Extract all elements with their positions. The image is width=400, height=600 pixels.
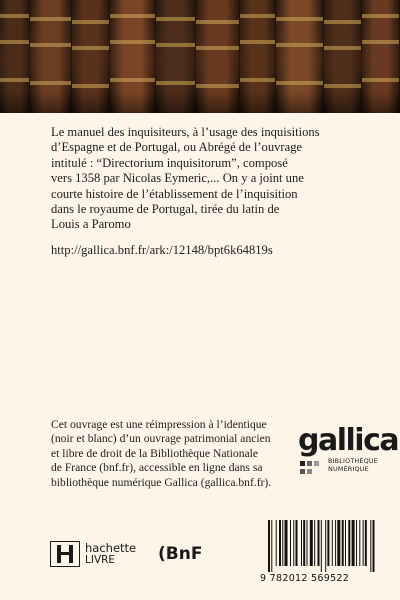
notice-line: et libre de droit de la Bibliothèque Nationale (51, 446, 259, 460)
title-line: dans le royaume de Portugal, tirée du latin de (51, 202, 280, 217)
gallica-sub-2: NUMÉRIQUE (328, 464, 369, 473)
spine-band (30, 43, 71, 47)
spine-band (0, 40, 29, 44)
gallica-url: http://gallica.bnf.fr/ark:/12148/bpt6k64819s (51, 243, 273, 257)
spine-band (72, 84, 109, 88)
spine-band (30, 17, 71, 21)
barcode-bar (314, 520, 315, 566)
spine-band (110, 78, 155, 82)
barcode-bar (268, 520, 270, 572)
spine-band (240, 78, 275, 82)
barcode-bar (318, 520, 320, 566)
spine-band (30, 81, 71, 85)
spine-band (240, 40, 275, 44)
barcode-bar (296, 520, 298, 566)
photo-shadow (0, 91, 400, 113)
barcode-bar (352, 520, 355, 566)
barcode-bar (301, 520, 302, 566)
spine-band (324, 84, 361, 88)
barcode-bar (370, 520, 371, 572)
spine-band (156, 43, 195, 47)
hachette-sub: LIVRE (85, 554, 116, 566)
barcode-bar (307, 520, 308, 566)
spine-band (324, 46, 361, 50)
barcode-bar (282, 520, 283, 566)
hachette-mark-icon (50, 541, 80, 567)
notice-line: bibliothèque numérique Gallica (gallica.bnf.fr). (51, 475, 272, 489)
spine-band (196, 20, 239, 24)
title-line: courte histoire de l’établissement de l’inquisition (51, 186, 298, 201)
spine-band (196, 46, 239, 50)
spine-band (72, 46, 109, 50)
barcode-bar (365, 520, 367, 566)
barcode-bar (293, 520, 294, 566)
notice-line: Cet ouvrage est une réimpression à l’identique (51, 418, 267, 431)
barcode-bar (335, 520, 336, 566)
spine-band (276, 43, 323, 47)
gallica-logo (298, 422, 399, 482)
spine-band (0, 78, 29, 82)
barcode-bar (285, 520, 288, 566)
gallica-wordmark: gallica (298, 423, 399, 458)
spine-band (0, 14, 29, 18)
barcode-bar (303, 520, 305, 566)
title-line: vers 1358 par Nicolas Eymeric,... On y a joint une (51, 171, 304, 186)
spine-band (110, 14, 155, 18)
barcode-bar (321, 520, 322, 572)
barcode-bar (342, 520, 344, 566)
spine-band (362, 78, 399, 82)
gallica-subtitle (328, 458, 378, 473)
hachette-name: hachette (85, 541, 137, 555)
spine-band (156, 81, 195, 85)
barcode-bar (345, 520, 346, 566)
spine-band (276, 81, 323, 85)
barcode-bar (348, 520, 350, 566)
spine-band (196, 84, 239, 88)
notice-line: (noir et blanc) d’un ouvrage patrimonial ancien (51, 432, 271, 446)
barcode-bar (332, 520, 333, 566)
spine-band (276, 17, 323, 21)
isbn-barcode (260, 520, 385, 588)
spine-band (156, 17, 195, 21)
gallica-sub-1: BIBLIOTHÈQUE (328, 457, 379, 465)
spine-band (110, 40, 155, 44)
spine-band (240, 14, 275, 18)
barcode-bar (325, 520, 326, 572)
notice-line: de France (bnf.fr), accessible en ligne dans sa (51, 461, 263, 475)
barcode-digits: 9 782012 569522 (260, 573, 350, 584)
hachette-livre-logo (50, 539, 142, 569)
spine-band (72, 20, 109, 24)
barcode-bar (373, 520, 375, 572)
barcode-bar (279, 520, 281, 566)
spine-band (362, 14, 399, 18)
barcode-bar (290, 520, 291, 566)
barcode-bar (271, 520, 272, 572)
title-line: Louis a Paromo (51, 217, 131, 232)
bnf-logo: (BnF (158, 544, 203, 564)
barcode-bar (359, 520, 360, 566)
title-line: intitulé : “Directorium inquisitorum”, composé (51, 155, 288, 170)
book-title-description (51, 125, 376, 233)
barcode-bar (363, 520, 364, 566)
barcode-bar (310, 520, 313, 566)
barcode-bar (276, 520, 277, 566)
gallica-dots-icon (299, 460, 323, 476)
spine-band (324, 20, 361, 24)
spine-band (362, 40, 399, 44)
barcode-bars (260, 520, 385, 572)
title-line: d’Espagne et de Portugal, ou Abrégé de l’ouvrage (51, 140, 303, 155)
title-line: Le manuel des inquisiteurs, à l’usage des inquisitions (51, 125, 320, 139)
book-spines-photo (0, 0, 400, 113)
barcode-bar (327, 520, 329, 566)
barcode-bar (356, 520, 357, 566)
barcode-bar (337, 520, 340, 566)
reprint-notice (51, 418, 291, 490)
